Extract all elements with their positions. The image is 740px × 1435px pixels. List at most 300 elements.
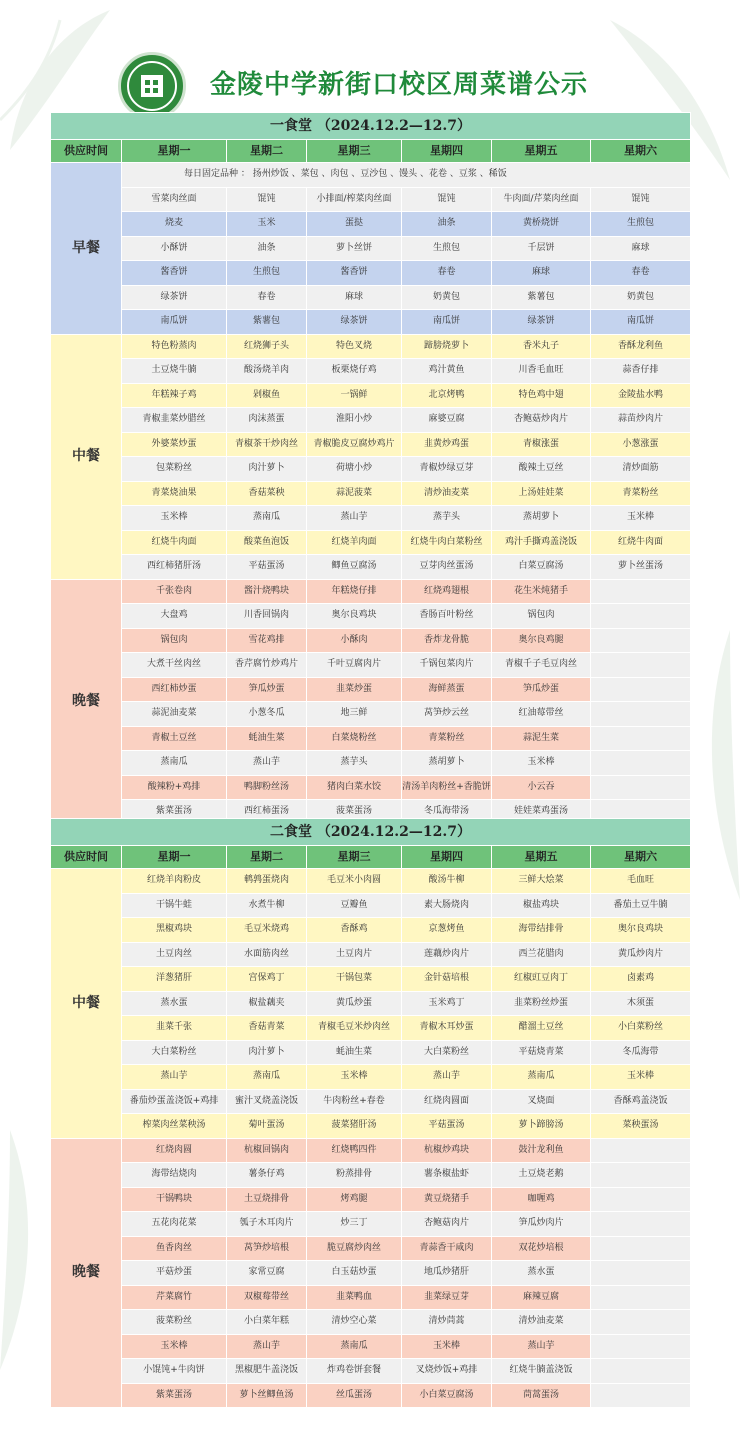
- dish-cell: 莴笋炒云丝: [402, 702, 492, 727]
- dish-cell: 萝卜蹄膀汤: [492, 1114, 591, 1139]
- dish-cell: 千锅包菜肉片: [402, 653, 492, 678]
- dish-cell: [591, 1236, 691, 1261]
- dish-cell: 杭椒炒鸡块: [402, 1138, 492, 1163]
- table-row: [51, 383, 691, 408]
- dish-cell: 菠菜蛋汤: [307, 800, 402, 825]
- page-title: 金陵中学新街口校区周菜谱公示: [210, 70, 589, 100]
- dish-cell: 青椒毛豆米炒肉丝: [307, 1016, 402, 1041]
- dish-cell: 青椒土豆丝: [122, 726, 227, 751]
- dish-cell: 干锅鸭块: [122, 1187, 227, 1212]
- dish-cell: 酱香饼: [307, 261, 402, 286]
- dish-cell: 紫薯包: [227, 310, 307, 335]
- dish-cell: 萝卜丝鲫鱼汤: [227, 1383, 307, 1408]
- dish-cell: 蚝油生菜: [227, 726, 307, 751]
- cafeteria-title-row: [51, 819, 691, 846]
- dish-cell: 黑椒鸡块: [122, 918, 227, 943]
- dish-cell: 青菜烧油果: [122, 481, 227, 506]
- dish-cell: 红椒豇豆肉丁: [492, 967, 591, 992]
- dish-cell: 玉米棒: [307, 1065, 402, 1090]
- dish-cell: 三鲜大烩菜: [492, 869, 591, 894]
- dish-cell: [591, 1359, 691, 1384]
- dish-cell: [591, 702, 691, 727]
- cafeteria-2-table: [50, 818, 691, 1408]
- dish-cell: 酸辣粉+鸡排: [122, 775, 227, 800]
- dish-cell: 奶黄包: [591, 285, 691, 310]
- cafeteria-title: 一食堂 （2024.12.2—12.7）: [51, 113, 691, 140]
- dish-cell: 韭菜鸭血: [307, 1285, 402, 1310]
- dish-cell: 青菜粉丝: [402, 726, 492, 751]
- table-row: [51, 1261, 691, 1286]
- dish-cell: 千张卷肉: [122, 579, 227, 604]
- dish-cell: 玉米棒: [492, 751, 591, 776]
- dish-cell: 小酥饼: [122, 236, 227, 261]
- dish-cell: 冬瓜海带汤: [402, 800, 492, 825]
- table-row: [51, 702, 691, 727]
- dish-cell: 土豆肉丝: [122, 942, 227, 967]
- dish-cell: 玉米鸡丁: [402, 991, 492, 1016]
- page-header: [0, 52, 740, 112]
- table-row: [51, 285, 691, 310]
- day-header: 星期六: [591, 140, 691, 163]
- dish-cell: 干锅包菜: [307, 967, 402, 992]
- dish-cell: 干锅牛蛙: [122, 893, 227, 918]
- dish-cell: 外婆菜炒蛋: [122, 432, 227, 457]
- day-header-row: [51, 846, 691, 869]
- table-row: [51, 1212, 691, 1237]
- dish-cell: 杏鲍菇炒肉片: [492, 408, 591, 433]
- dish-cell: 板栗烧仔鸡: [307, 359, 402, 384]
- dish-cell: 白菜烧粉丝: [307, 726, 402, 751]
- dish-cell: 绿茶饼: [492, 310, 591, 335]
- meal-label: 晚餐: [51, 1138, 122, 1408]
- dish-cell: 青椒脆皮豆腐炒鸡片: [307, 432, 402, 457]
- table-row: [51, 555, 691, 580]
- dish-cell: 毛豆米烧鸡: [227, 918, 307, 943]
- dish-cell: 麻球: [492, 261, 591, 286]
- dish-cell: 黄桥烧饼: [492, 212, 591, 237]
- dish-cell: 年糕烧仔排: [307, 579, 402, 604]
- dish-cell: 酸汤牛柳: [402, 869, 492, 894]
- dish-cell: 清炒面筋: [591, 457, 691, 482]
- table-row: [51, 1040, 691, 1065]
- dish-cell: 韭菜千张: [122, 1016, 227, 1041]
- dish-cell: 香酥龙利鱼: [591, 334, 691, 359]
- dish-cell: 木须蛋: [591, 991, 691, 1016]
- dish-cell: 粉蒸排骨: [307, 1163, 402, 1188]
- dish-cell: 玉米棒: [402, 1334, 492, 1359]
- table-row: [51, 432, 691, 457]
- dish-cell: [591, 1261, 691, 1286]
- dish-cell: 水面筋肉丝: [227, 942, 307, 967]
- meal-label: 早餐: [51, 163, 122, 335]
- table-row: [51, 869, 691, 894]
- table-row: [51, 1383, 691, 1408]
- dish-cell: 毛豆米小肉圆: [307, 869, 402, 894]
- table-row: [51, 1065, 691, 1090]
- dish-cell: 地三鲜: [307, 702, 402, 727]
- dish-cell: 笋瓜炒蛋: [227, 677, 307, 702]
- table-row: [51, 967, 691, 992]
- dish-cell: 叉烧面: [492, 1089, 591, 1114]
- table-row: [51, 1114, 691, 1139]
- day-header: 星期一: [122, 846, 227, 869]
- dish-cell: 蒸水蛋: [492, 1261, 591, 1286]
- dish-cell: [591, 653, 691, 678]
- dish-cell: 白玉菇炒蛋: [307, 1261, 402, 1286]
- dish-cell: 紫菜蛋汤: [122, 800, 227, 825]
- dish-cell: [591, 1285, 691, 1310]
- dish-cell: 春卷: [591, 261, 691, 286]
- dish-cell: 青椒涨蛋: [492, 432, 591, 457]
- dish-cell: 笋瓜炒蛋: [492, 677, 591, 702]
- dish-cell: 脆豆腐炒肉丝: [307, 1236, 402, 1261]
- dish-cell: 紫菜蛋汤: [122, 1383, 227, 1408]
- dish-cell: 笋瓜炒肉片: [492, 1212, 591, 1237]
- fixed-items: 每日固定品种 ： 扬州炒饭 、菜包 、肉包 、豆沙包 、馒头 、花卷 、豆浆 、稀饭: [122, 163, 691, 188]
- dish-cell: [591, 604, 691, 629]
- day-header: 星期五: [492, 846, 591, 869]
- dish-cell: 馄饨: [591, 187, 691, 212]
- dish-cell: 蒸南瓜: [492, 1065, 591, 1090]
- dish-cell: 玉米棒: [591, 506, 691, 531]
- dish-cell: 南瓜饼: [122, 310, 227, 335]
- dish-cell: 酸菜鱼泡饭: [227, 530, 307, 555]
- dish-cell: 千层饼: [492, 236, 591, 261]
- table-row: [51, 893, 691, 918]
- dish-cell: 金针菇培根: [402, 967, 492, 992]
- dish-cell: [591, 628, 691, 653]
- dish-cell: 清炒油麦菜: [402, 481, 492, 506]
- dish-cell: 青椒韭菜炒腊丝: [122, 408, 227, 433]
- dish-cell: 肉汁萝卜: [227, 457, 307, 482]
- dish-cell: 蚝油生菜: [307, 1040, 402, 1065]
- table-row: [51, 261, 691, 286]
- dish-cell: 香米丸子: [492, 334, 591, 359]
- dish-cell: 奥尔良鸡块: [307, 604, 402, 629]
- dish-cell: 馄饨: [402, 187, 492, 212]
- dish-cell: 西红柿炒蛋: [122, 677, 227, 702]
- dish-cell: 牛肉粉丝+春卷: [307, 1089, 402, 1114]
- cafeteria-title: 二食堂 （2024.12.2—12.7）: [51, 819, 691, 846]
- dish-cell: 大白菜粉丝: [402, 1040, 492, 1065]
- dish-cell: 油条: [227, 236, 307, 261]
- day-header: 星期三: [307, 140, 402, 163]
- dish-cell: [591, 1187, 691, 1212]
- dish-cell: 平菇蛋汤: [402, 1114, 492, 1139]
- dish-cell: 蹄膀烧萝卜: [402, 334, 492, 359]
- dish-cell: 双椒莓带丝: [227, 1285, 307, 1310]
- dish-cell: 蒸南瓜: [227, 1065, 307, 1090]
- table-row: [51, 775, 691, 800]
- dish-cell: 雪花鸡排: [227, 628, 307, 653]
- dish-cell: 韭菜绿豆芽: [402, 1285, 492, 1310]
- dish-cell: 酸辣土豆丝: [492, 457, 591, 482]
- dish-cell: 花生米炖猪手: [492, 579, 591, 604]
- table-row: [51, 726, 691, 751]
- dish-cell: 清炒油麦菜: [492, 1310, 591, 1335]
- dish-cell: 青椒炒绿豆芽: [402, 457, 492, 482]
- table-row: [51, 1138, 691, 1163]
- dish-cell: 蒸山芋: [122, 1065, 227, 1090]
- dish-cell: 蒜泥生菜: [492, 726, 591, 751]
- dish-cell: 猪肉白菜水饺: [307, 775, 402, 800]
- cafeteria-title-row: [51, 113, 691, 140]
- dish-cell: 红烧牛肉面: [122, 530, 227, 555]
- dish-cell: 红烧肉圆面: [402, 1089, 492, 1114]
- meal-label: 晚餐: [51, 579, 122, 824]
- table-row: [51, 212, 691, 237]
- fixed-items-row: [51, 163, 691, 188]
- dish-cell: 紫薯包: [492, 285, 591, 310]
- dish-cell: [591, 1163, 691, 1188]
- dish-cell: 玉米: [227, 212, 307, 237]
- table-row: [51, 628, 691, 653]
- dish-cell: 蒸山芋: [307, 506, 402, 531]
- dish-cell: 菊叶蛋汤: [227, 1114, 307, 1139]
- dish-cell: 平菇烧青菜: [492, 1040, 591, 1065]
- dish-cell: 麻辣豆腐: [492, 1285, 591, 1310]
- dish-cell: 香炸龙骨脆: [402, 628, 492, 653]
- dish-cell: 青菜粉丝: [591, 481, 691, 506]
- dish-cell: 小云吞: [492, 775, 591, 800]
- dish-cell: 青椒千子毛豆肉丝: [492, 653, 591, 678]
- day-header: 星期五: [492, 140, 591, 163]
- dish-cell: 红烧鸭四件: [307, 1138, 402, 1163]
- dish-cell: 上汤娃娃菜: [492, 481, 591, 506]
- dish-cell: [591, 579, 691, 604]
- dish-cell: 锅包肉: [492, 604, 591, 629]
- dish-cell: 蒸水蛋: [122, 991, 227, 1016]
- dish-cell: 瓠子木耳肉片: [227, 1212, 307, 1237]
- dish-cell: 川香回锅肉: [227, 604, 307, 629]
- dish-cell: 土豆烧排骨: [227, 1187, 307, 1212]
- dish-cell: 红烧羊肉粉皮: [122, 869, 227, 894]
- dish-cell: 杏鲍菇肉片: [402, 1212, 492, 1237]
- dish-cell: 酱汁烧鸭块: [227, 579, 307, 604]
- dish-cell: 小葱涨蛋: [591, 432, 691, 457]
- dish-cell: 薯条仔鸡: [227, 1163, 307, 1188]
- dish-cell: [591, 1334, 691, 1359]
- dish-cell: 玉米棒: [122, 1334, 227, 1359]
- dish-cell: 清炒茼蒿: [402, 1310, 492, 1335]
- dish-cell: 蒸山芋: [402, 1065, 492, 1090]
- dish-cell: 西兰花腊肉: [492, 942, 591, 967]
- dish-cell: 宫保鸡丁: [227, 967, 307, 992]
- dish-cell: 香菇青菜: [227, 1016, 307, 1041]
- dish-cell: 杭椒回锅肉: [227, 1138, 307, 1163]
- dish-cell: [591, 1212, 691, 1237]
- table-row: [51, 1163, 691, 1188]
- dish-cell: 鲫鱼豆腐汤: [307, 555, 402, 580]
- dish-cell: 卤素鸡: [591, 967, 691, 992]
- dish-cell: [591, 1138, 691, 1163]
- dish-cell: 春卷: [227, 285, 307, 310]
- dish-cell: 牛肉面/芹菜肉丝面: [492, 187, 591, 212]
- dish-cell: [591, 1310, 691, 1335]
- meal-label: 中餐: [51, 869, 122, 1139]
- dish-cell: 蒸芋头: [402, 506, 492, 531]
- dish-cell: 薯条椒盐虾: [402, 1163, 492, 1188]
- dish-cell: 生煎包: [227, 261, 307, 286]
- dish-cell: 绿茶饼: [122, 285, 227, 310]
- dish-cell: 麻球: [307, 285, 402, 310]
- dish-cell: [591, 775, 691, 800]
- dish-cell: 绿茶饼: [307, 310, 402, 335]
- table-row: [51, 1310, 691, 1335]
- dish-cell: 豆瓣鱼: [307, 893, 402, 918]
- dish-cell: 清炒空心菜: [307, 1310, 402, 1335]
- dish-cell: 小白菜粉丝: [591, 1016, 691, 1041]
- table-row: [51, 1334, 691, 1359]
- time-label: 供应时间: [51, 846, 122, 869]
- dish-cell: 韭菜炒蛋: [307, 677, 402, 702]
- dish-cell: 雪菜肉丝面: [122, 187, 227, 212]
- dish-cell: 蒸胡萝卜: [492, 506, 591, 531]
- table-row: [51, 1187, 691, 1212]
- table-row: [51, 1089, 691, 1114]
- dish-cell: [591, 1383, 691, 1408]
- dish-cell: 麻球: [591, 236, 691, 261]
- table-row: [51, 918, 691, 943]
- dish-cell: 红烧牛肉白菜粉丝: [402, 530, 492, 555]
- dish-cell: 一锅鲜: [307, 383, 402, 408]
- table-row: [51, 187, 691, 212]
- dish-cell: 特色鸡中翅: [492, 383, 591, 408]
- dish-cell: 椒盐鸡块: [492, 893, 591, 918]
- dish-cell: 蒸山芋: [227, 751, 307, 776]
- day-header: 星期二: [227, 140, 307, 163]
- dish-cell: 小馄饨+牛肉饼: [122, 1359, 227, 1384]
- dish-cell: 黄瓜炒蛋: [307, 991, 402, 1016]
- dish-cell: 年糕辣子鸡: [122, 383, 227, 408]
- dish-cell: 玉米棒: [122, 506, 227, 531]
- dish-cell: 奥尔良鸡腿: [492, 628, 591, 653]
- dish-cell: [591, 751, 691, 776]
- dish-cell: 黑椒肥牛盖浇饭: [227, 1359, 307, 1384]
- dish-cell: 冬瓜海带: [591, 1040, 691, 1065]
- day-header: 星期一: [122, 140, 227, 163]
- dish-cell: 剁椒鱼: [227, 383, 307, 408]
- dish-cell: 椒盐藕夹: [227, 991, 307, 1016]
- dish-cell: 小葱冬瓜: [227, 702, 307, 727]
- dish-cell: 五花肉花菜: [122, 1212, 227, 1237]
- dish-cell: 炸鸡卷饼套餐: [307, 1359, 402, 1384]
- day-header: 星期三: [307, 846, 402, 869]
- dish-cell: 娃娃菜鸡蛋汤: [492, 800, 591, 825]
- dish-cell: 番茄土豆牛腩: [591, 893, 691, 918]
- dish-cell: 蒜泥油麦菜: [122, 702, 227, 727]
- dish-cell: 蒸南瓜: [122, 751, 227, 776]
- table-row: [51, 991, 691, 1016]
- dish-cell: 茼蒿蛋汤: [492, 1383, 591, 1408]
- dish-cell: 海带结排骨: [492, 918, 591, 943]
- table-row: [51, 677, 691, 702]
- dish-cell: 玉米棒: [591, 1065, 691, 1090]
- dish-cell: 鼓汁龙利鱼: [492, 1138, 591, 1163]
- dish-cell: 红烧牛肉面: [591, 530, 691, 555]
- dish-cell: 平菇蛋汤: [227, 555, 307, 580]
- dish-cell: 蒸南瓜: [227, 506, 307, 531]
- dish-cell: 白菜豆腐汤: [492, 555, 591, 580]
- dish-cell: 红烧肉圆: [122, 1138, 227, 1163]
- dish-cell: 鱼香肉丝: [122, 1236, 227, 1261]
- table-row: [51, 310, 691, 335]
- dish-cell: 丝瓜蛋汤: [307, 1383, 402, 1408]
- table-row: [51, 1016, 691, 1041]
- dish-cell: 榨菜肉丝菜秧汤: [122, 1114, 227, 1139]
- table-row: [51, 457, 691, 482]
- dish-cell: 蒸山芋: [492, 1334, 591, 1359]
- dish-cell: 京葱烤鱼: [402, 918, 492, 943]
- time-label: 供应时间: [51, 140, 122, 163]
- dish-cell: 蒜苗炒肉片: [591, 408, 691, 433]
- dish-cell: 麻婆豆腐: [402, 408, 492, 433]
- table-row: [51, 359, 691, 384]
- table-row: [51, 408, 691, 433]
- day-header: 星期六: [591, 846, 691, 869]
- dish-cell: 叉烧炒饭+鸡排: [402, 1359, 492, 1384]
- dish-cell: 奥尔良鸡块: [591, 918, 691, 943]
- table-row: [51, 751, 691, 776]
- dish-cell: 番茄炒蛋盖浇饭+鸡排: [122, 1089, 227, 1114]
- dish-cell: 烤鸡腿: [307, 1187, 402, 1212]
- dish-cell: 平菇炒蛋: [122, 1261, 227, 1286]
- dish-cell: 南瓜饼: [402, 310, 492, 335]
- dish-cell: 奶黄包: [402, 285, 492, 310]
- dish-cell: 西红柿猪肝汤: [122, 555, 227, 580]
- dish-cell: 烧麦: [122, 212, 227, 237]
- dish-cell: 香酥鸡盖浇饭: [591, 1089, 691, 1114]
- table-row: [51, 1359, 691, 1384]
- table-row: [51, 942, 691, 967]
- dish-cell: 小白菜豆腐汤: [402, 1383, 492, 1408]
- dish-cell: 红烧牛腩盖浇饭: [492, 1359, 591, 1384]
- dish-cell: 菜秧蛋汤: [591, 1114, 691, 1139]
- table-row: [51, 1236, 691, 1261]
- table-row: [51, 653, 691, 678]
- dish-cell: 菠菜猪肝汤: [307, 1114, 402, 1139]
- dish-cell: 清汤羊肉粉丝+香脆饼: [402, 775, 492, 800]
- dish-cell: 大盘鸡: [122, 604, 227, 629]
- dish-cell: [591, 726, 691, 751]
- dish-cell: 海带结烧肉: [122, 1163, 227, 1188]
- dish-cell: 土豆肉片: [307, 942, 402, 967]
- dish-cell: 咖喱鸡: [492, 1187, 591, 1212]
- dish-cell: 南瓜饼: [591, 310, 691, 335]
- dish-cell: 千叶豆腐肉片: [307, 653, 402, 678]
- dish-cell: 红烧狮子头: [227, 334, 307, 359]
- school-emblem-icon: [118, 52, 186, 120]
- dish-cell: 小排面/榨菜肉丝面: [307, 187, 402, 212]
- dish-cell: 青椒茶干炒肉丝: [227, 432, 307, 457]
- dish-cell: 金陵盐水鸭: [591, 383, 691, 408]
- dish-cell: 香肠百叶粉丝: [402, 604, 492, 629]
- table-row: [51, 481, 691, 506]
- dish-cell: 地瓜炒猪肝: [402, 1261, 492, 1286]
- dish-cell: 特色叉烧: [307, 334, 402, 359]
- dish-cell: 韭黄炒鸡蛋: [402, 432, 492, 457]
- dish-cell: 大煮干丝肉丝: [122, 653, 227, 678]
- dish-cell: 酸汤烧羊肉: [227, 359, 307, 384]
- dish-cell: 鸡汁手撕鸡盖浇饭: [492, 530, 591, 555]
- dish-cell: 蒜香仔排: [591, 359, 691, 384]
- dish-cell: 淮阳小炒: [307, 408, 402, 433]
- dish-cell: 莴笋炒培根: [227, 1236, 307, 1261]
- dish-cell: 川香毛血旺: [492, 359, 591, 384]
- day-header: 星期二: [227, 846, 307, 869]
- dish-cell: 家常豆腐: [227, 1261, 307, 1286]
- table-row: [51, 334, 691, 359]
